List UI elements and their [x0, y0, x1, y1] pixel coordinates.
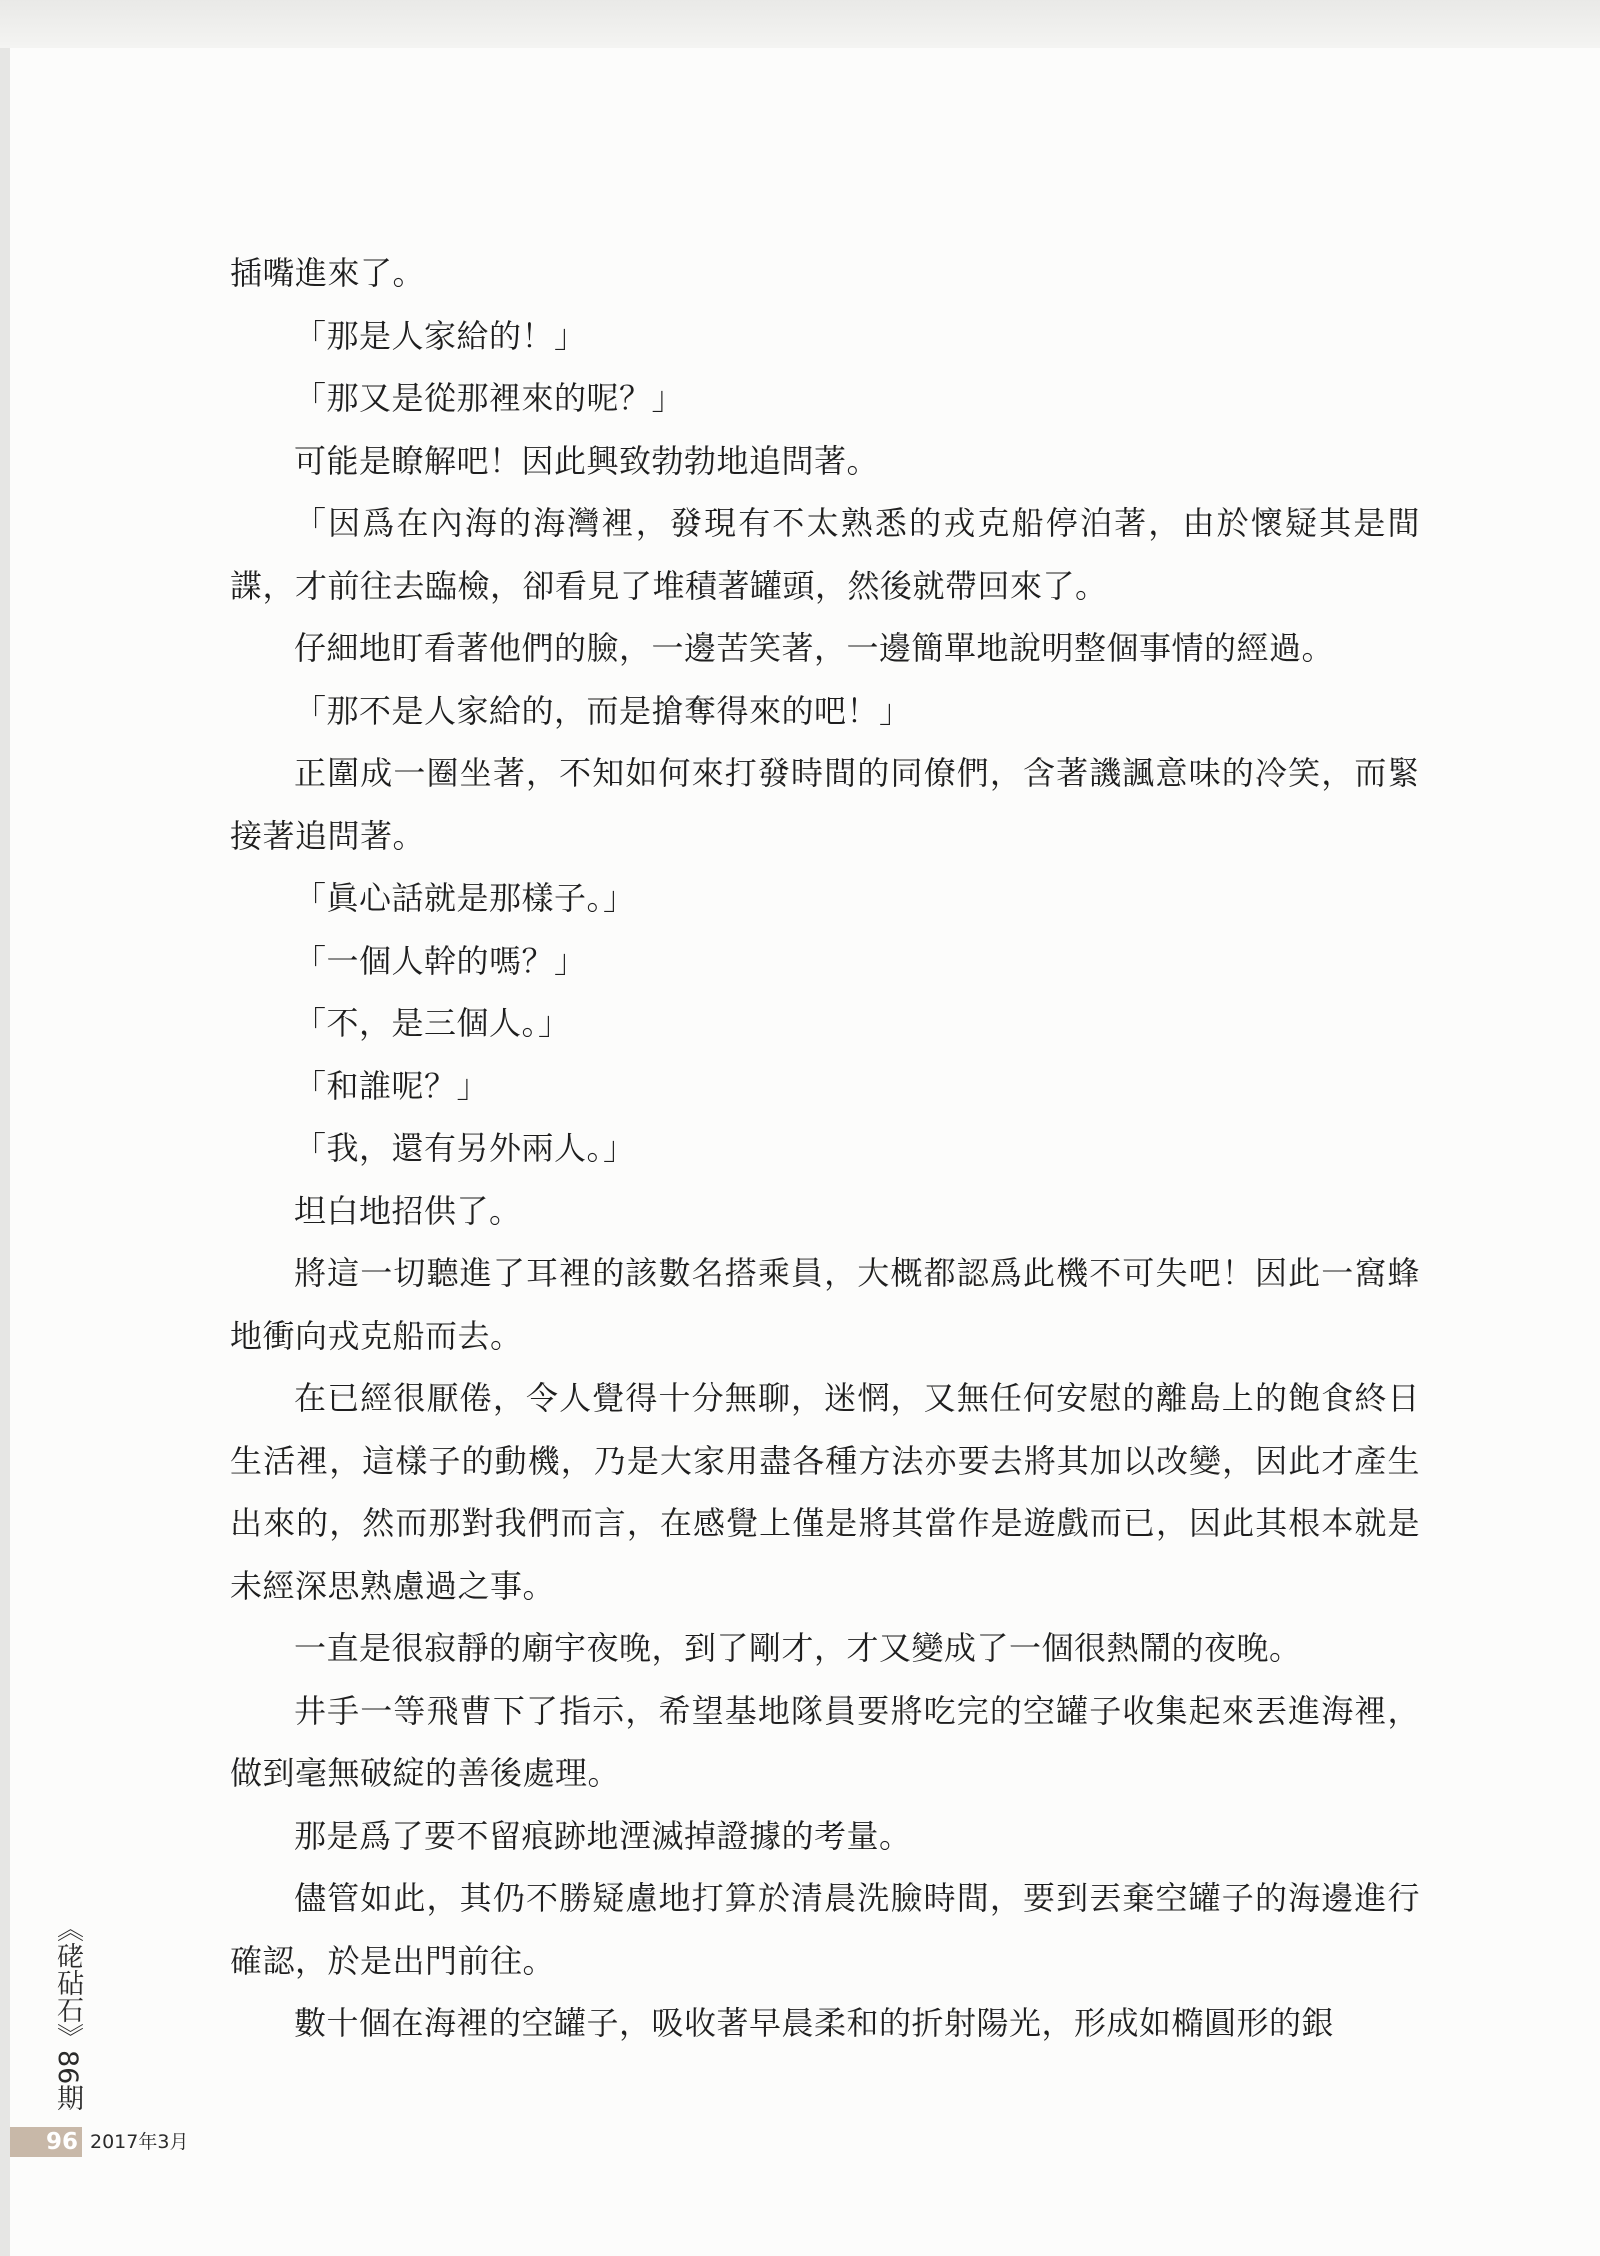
paragraph: 「和誰呢？」: [294, 1066, 490, 1105]
paragraph: 「那又是從那裡來的呢？」: [294, 379, 685, 417]
paragraph: 將這一切聽進了耳裡的該數名搭乘員，大概都認爲此機不可失吧！因此一窩蜂地衝向戎克船而去。: [230, 1254, 1420, 1355]
page-number: 96: [46, 2129, 79, 2155]
paragraph: 儘管如此，其仍不勝疑慮地打算於清晨洗臉時間，要到丟棄空罐子的海邊進行確認，於是出門前往。: [230, 1879, 1420, 1980]
paragraph: 「我，還有另外兩人。」: [294, 1129, 636, 1167]
scan-left-edge: [0, 48, 10, 2256]
paragraph: 可能是瞭解吧！因此興致勃勃地追問著。: [294, 441, 880, 480]
paragraph: 在已經很厭倦，令人覺得十分無聊，迷惘，又無任何安慰的離島上的飽食終日生活裡，這樣子的動機，乃是大家用盡各種方法亦要去將其加以改變，因此才產生出來的，然而那對我們而言，在感覺上僅是將其當作是遊戲而已，因此其根本就是未經深思熟慮過之事。: [230, 1379, 1420, 1605]
paragraph: 「那不是人家給的，而是搶奪得來的吧！」: [294, 691, 912, 730]
paragraph: 「一個人幹的嗎？」: [294, 941, 587, 980]
article-body: [230, 242, 1420, 2055]
paragraph: 一直是很寂靜的廟宇夜晚，到了剛才，才又變成了一個很熱鬧的夜晚。: [294, 1629, 1302, 1667]
paragraph: 數十個在海裡的空罐子，吸收著早晨柔和的折射陽光，形成如橢圓形的銀: [294, 2004, 1335, 2042]
paragraph: 坦白地招供了。: [294, 1191, 522, 1230]
paragraph: 正圍成一圈坐著，不知如何來打發時間的同僚們，含著譏諷意味的冷笑，而緊接著追問著。: [230, 754, 1420, 855]
paragraph: 「眞心話就是那樣子。」: [294, 879, 636, 917]
paragraph: 「那是人家給的！」: [294, 316, 587, 355]
paragraph: 井手一等飛曹下了指示，希望基地隊員要將吃完的空罐子收集起來丟進海裡，做到毫無破綻的善後處理。: [230, 1691, 1420, 1792]
paragraph: 那是爲了要不留痕跡地湮滅掉證據的考量。: [294, 1816, 912, 1855]
paragraph: 插嘴進來了。: [230, 254, 426, 292]
scan-top-edge: [0, 0, 1600, 48]
issue-date: 2017年3月: [90, 2131, 189, 2153]
paragraph: 「因爲在內海的海灣裡，發現有不太熟悉的戎克船停泊著，由於懷疑其是間諜，才前往去臨檢，卻看見了堆積著罐頭，然後就帶回來了。: [230, 504, 1420, 605]
paragraph: 仔細地盯看著他們的臉，一邊苦笑著，一邊簡單地說明整個事情的經過。: [294, 629, 1335, 667]
publication-title: 《硓砧石》86期: [52, 1915, 83, 2112]
paragraph: 「不，是三個人。」: [294, 1004, 571, 1042]
